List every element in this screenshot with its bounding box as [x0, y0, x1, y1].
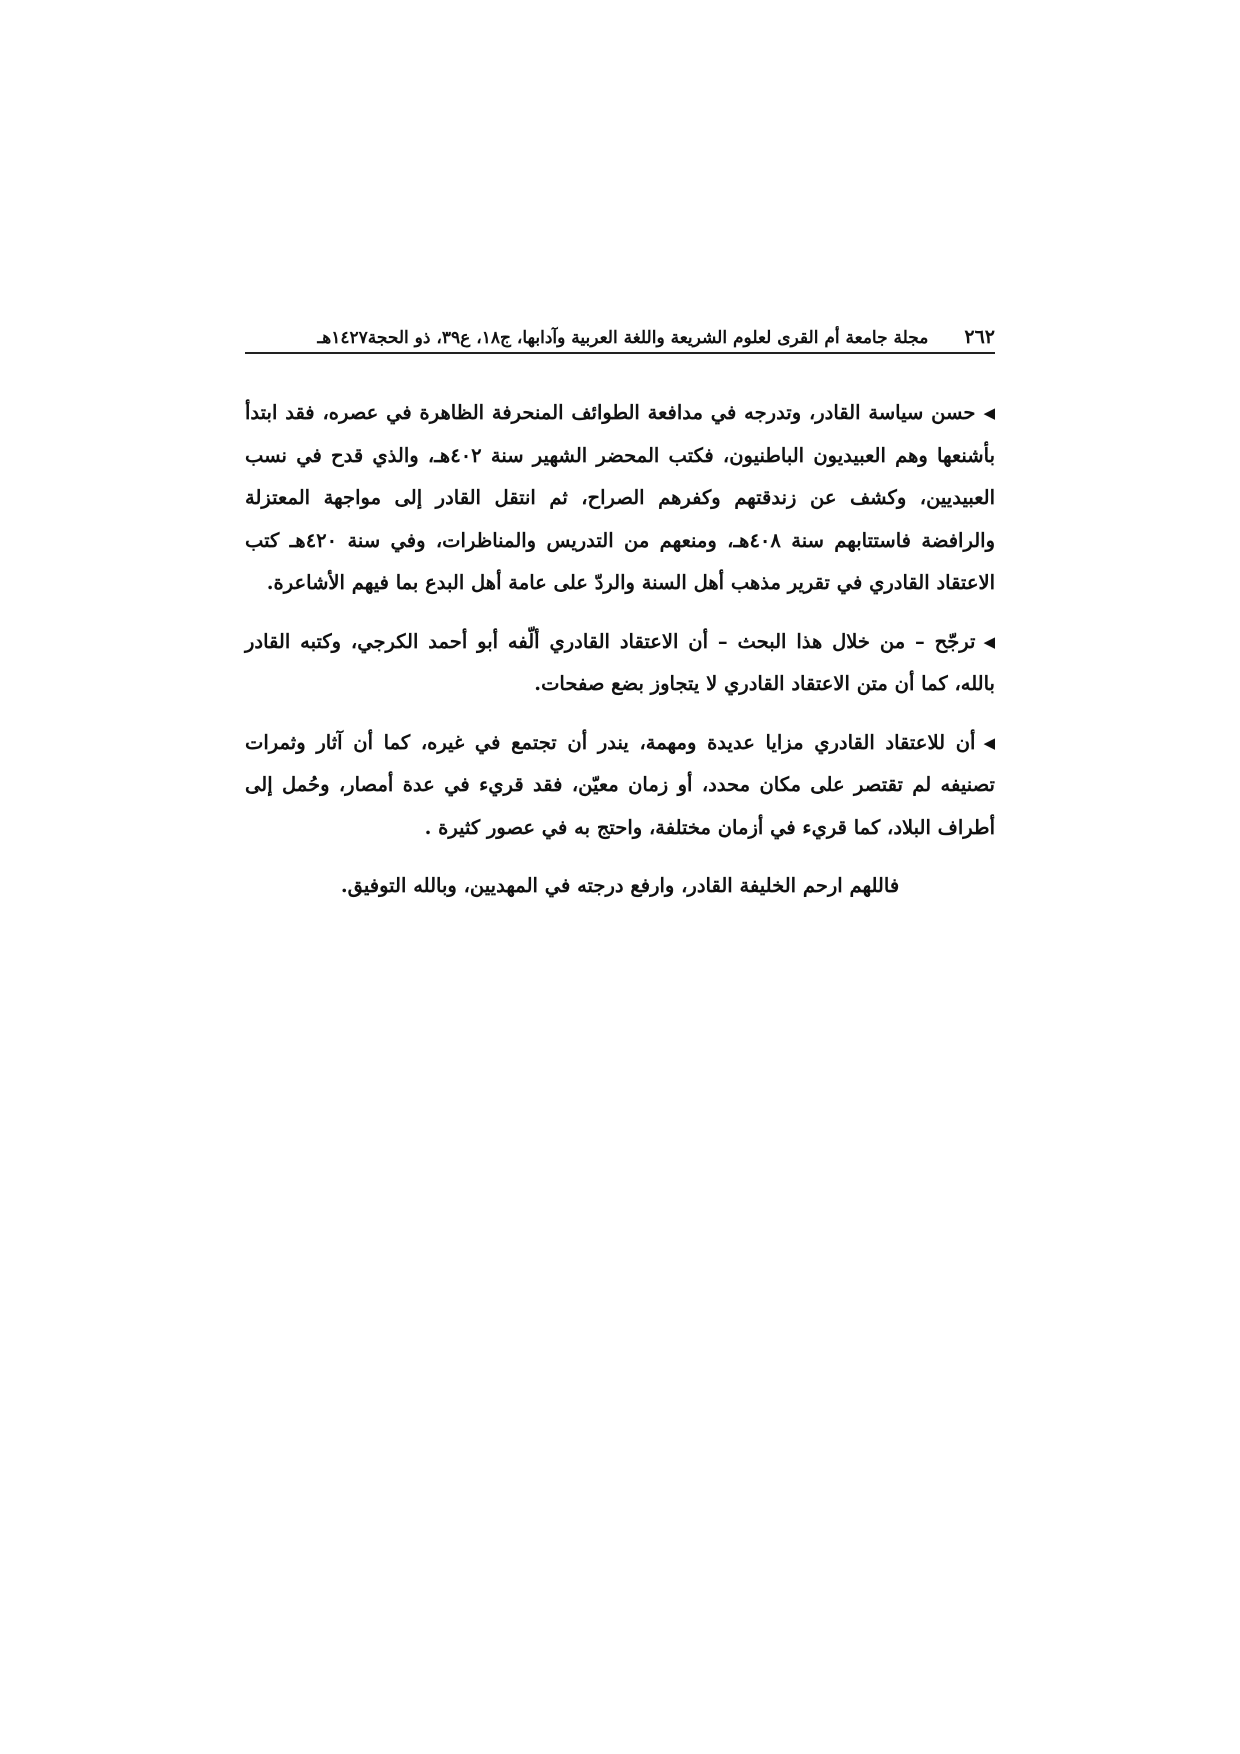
bullet-arrow-icon: ◀	[983, 632, 995, 651]
paragraph-text: ترجّح – من خلال هذا البحث – أن الاعتقاد القادري ألّفه أبو أحمد الكرجي، وكتبه القادر بالله، كما أن متن الاعتقاد القادري لا يتجاوز بضع صفحات.	[245, 629, 995, 695]
closing-prayer: فاللهم ارحم الخليفة القادر، وارفع درجته في المهديين، وبالله التوفيق.	[340, 874, 900, 897]
journal-title: مجلة جامعة أم القرى لعلوم الشريعة واللغة العربية وآدابها، ج١٨، ع٣٩، ذو الحجة١٤٢٧هـ	[317, 328, 929, 348]
body-text	[245, 392, 995, 908]
bullet-paragraph-1	[245, 392, 995, 605]
bullet-arrow-icon: ◀	[983, 404, 995, 422]
bullet-paragraph-2	[245, 621, 995, 706]
page-header	[245, 318, 995, 354]
paragraph-text: حسن سياسة القادر، وتدرجه في مدافعة الطوائف المنحرفة الظاهرة في عصره، فقد ابتدأ بأشنعها وهم العبيديون الباطنيون، فكتب المحضر الشهير سنة ٤٠٢هـ، والذي قدح في نسب العبيديين، وكشف عن زندقتهم وكفرهم الصراح، ثم انتقل القادر إلى مواجهة المعتزلة والرافضة فاستتابهم سنة ٤٠٨هـ، ومنعهم من التدريس والمناظرات، وفي سنة ٤٢٠هـ كتب الاعتقاد القادري في تقرير مذهب أهل السنة والردّ على عامة أهل البدع بما فيهم الأشاعرة.	[245, 401, 995, 594]
bullet-arrow-icon: ◀	[983, 733, 995, 752]
page-number: ٢٦٢	[964, 326, 995, 348]
bullet-paragraph-3	[245, 722, 995, 850]
paragraph-text: أن للاعتقاد القادري مزايا عديدة ومهمة، يندر أن تجتمع في غيره، كما أن آثار وثمرات تصنيفه لم تقتصر على مكان محدد، أو زمان معيّن، فقد قريء في عدة أمصار، وحُمل إلى أطراف البلاد، كما قريء في أزمان مختلفة، واحتج به في عصور كثيرة .	[245, 730, 995, 839]
